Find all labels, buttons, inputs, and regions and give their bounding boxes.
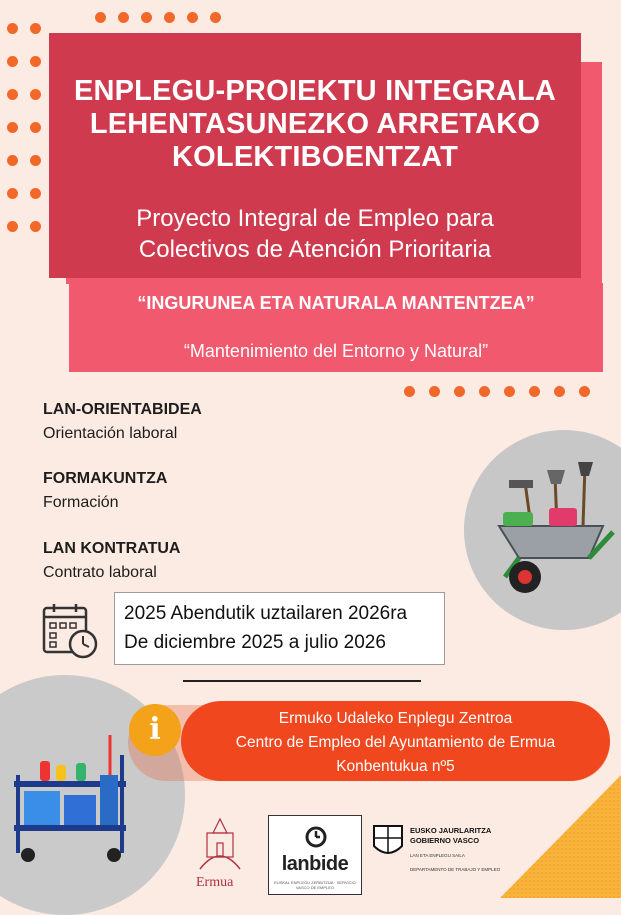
decorative-dot — [30, 89, 41, 100]
title-eu-line-3: KOLEKTIBOENTZAT — [172, 141, 458, 173]
ermua-logo-icon — [195, 813, 245, 875]
decorative-dot — [30, 155, 41, 166]
decorative-dot — [454, 386, 465, 397]
decorative-dot — [7, 155, 18, 166]
basque-government-shield-icon — [370, 822, 406, 862]
date-range-spanish: De diciembre 2025 a julio 2026 — [124, 632, 386, 653]
date-range-box — [114, 592, 445, 665]
lanbide-logo — [268, 815, 362, 895]
section-label-es: Orientación laboral — [43, 425, 178, 442]
subtitle-spanish: “Mantenimiento del Entorno y Natural” — [183, 341, 489, 361]
info-line-1: Ermuko Udaleko Enplegu Zentroa — [278, 710, 513, 727]
subtitle-box — [69, 283, 603, 372]
section-contract — [43, 537, 180, 585]
title-spanish — [49, 203, 581, 265]
title-eu-line-2: LEHENTASUNEZKO ARRETAKO — [89, 108, 541, 140]
decorative-dot — [164, 12, 175, 23]
title-es-line-1: Proyecto Integral de Empleo para — [136, 205, 494, 232]
title-eu-line-1: ENPLEGU-PROIEKTU INTEGRALA — [73, 75, 557, 107]
decorative-dot — [141, 12, 152, 23]
section-label-es: Contrato laboral — [43, 564, 157, 581]
section-label-es: Formación — [43, 494, 119, 511]
decorative-dot — [7, 89, 18, 100]
decorative-dot — [30, 188, 41, 199]
decorative-dot — [479, 386, 490, 397]
decorative-dot — [118, 12, 129, 23]
decorative-dot — [95, 12, 106, 23]
decorative-dot — [404, 386, 415, 397]
info-pill — [181, 701, 610, 781]
corner-triangle-pattern — [500, 775, 621, 898]
decorative-dot — [7, 188, 18, 199]
decorative-dot — [187, 12, 198, 23]
section-label-eu: FORMAKUNTZA — [43, 470, 168, 487]
title-basque — [49, 75, 581, 174]
basque-government-department — [410, 853, 500, 873]
section-training — [43, 467, 167, 515]
decorative-dot — [579, 386, 590, 397]
lanbide-logo-subtext: EUSKAL ENPLEGU ZERBITZUA · SERVICIO VASCO DE EMPLEO — [274, 880, 356, 890]
decorative-dot — [210, 12, 221, 23]
decorative-dot — [7, 122, 18, 133]
title-es-line-2: Colectivos de Atención Prioritaria — [138, 236, 492, 263]
subtitle-basque: “INGURUNEA ETA NATURALA MANTENTZEA” — [137, 293, 535, 313]
wheelbarrow-icon — [485, 462, 621, 597]
section-label-eu: LAN KONTRATUA — [43, 540, 181, 557]
lanbide-clock-icon — [305, 824, 327, 850]
calendar-clock-icon — [41, 602, 99, 660]
ermua-logo-text: Ermua — [196, 875, 234, 890]
section-label-eu: LAN-ORIENTABIDEA — [43, 401, 202, 418]
decorative-dot — [554, 386, 565, 397]
decorative-dot — [529, 386, 540, 397]
decorative-dot — [7, 23, 18, 34]
gv-line-2: GOBIERNO VASCO — [410, 836, 480, 845]
decorative-dot — [7, 221, 18, 232]
decorative-dot — [7, 56, 18, 67]
decorative-dot — [30, 122, 41, 133]
decorative-dot — [30, 56, 41, 67]
lanbide-logo-text: lanbide — [281, 853, 349, 875]
date-range-basque: 2025 Abendutik uztailaren 2026ra — [124, 603, 408, 624]
decorative-dot — [429, 386, 440, 397]
title-box — [49, 33, 581, 278]
gv-dept-es: DEPARTAMENTO DE TRABAJO Y EMPLEO — [410, 867, 501, 872]
basque-government-title — [410, 826, 491, 846]
cleaning-cart-icon — [4, 735, 144, 865]
info-line-2: Centro de Empleo del Ayuntamiento de Ermua — [235, 734, 556, 751]
gv-dept-eu: LAN ETA ENPLEGU SAILA — [410, 853, 465, 858]
gv-line-1: EUSKO JAURLARITZA — [410, 826, 492, 835]
decorative-dot — [30, 221, 41, 232]
decorative-dot — [30, 23, 41, 34]
section-orientation — [43, 398, 202, 446]
decorative-dot — [504, 386, 515, 397]
info-line-3: Konbentukua nº5 — [336, 758, 455, 775]
info-icon: i — [129, 704, 181, 756]
divider-line — [183, 680, 421, 682]
